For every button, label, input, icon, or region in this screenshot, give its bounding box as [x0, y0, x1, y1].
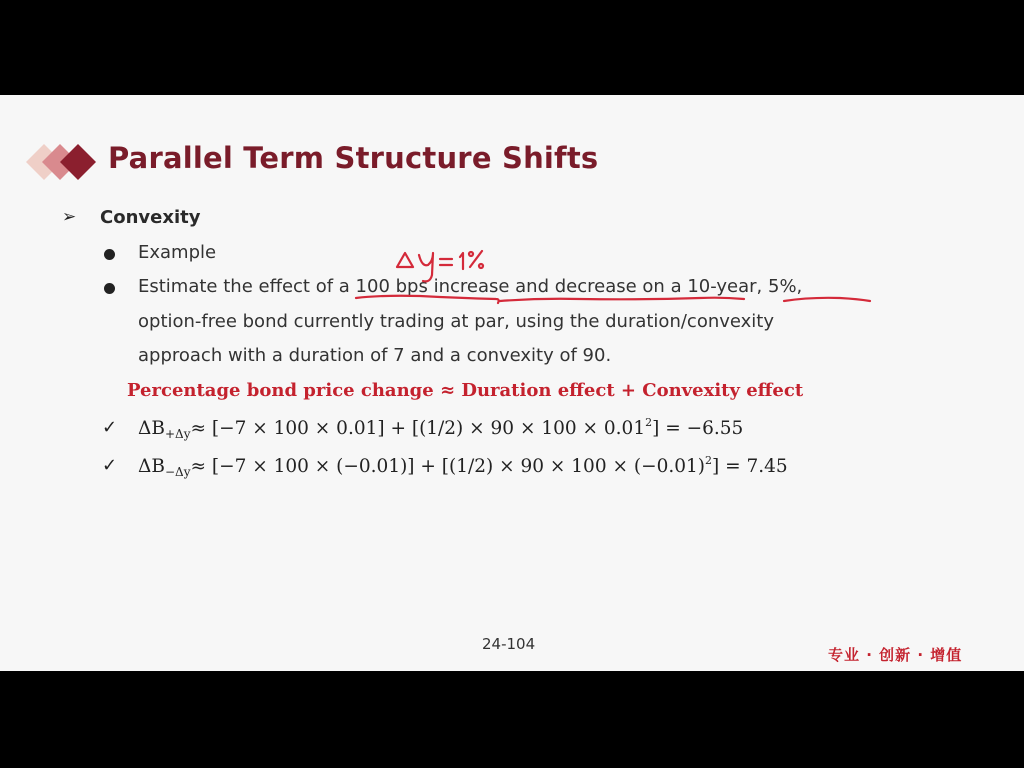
calc-increase — [138, 416, 743, 441]
calc-lhs: ΔB — [138, 456, 165, 477]
slogan: 专业 · 创新 · 增值 — [828, 646, 963, 664]
bullet-text-line3: approach with a duration of 7 and a convexity of 90. — [138, 345, 612, 366]
calc-rhs: ≈ [−7 × 100 × (−0.01)] + [(1/2) × 90 × 100 × (−0.01) — [190, 456, 705, 477]
letterbox-bottom — [0, 671, 1024, 768]
calc-result: ] = 7.45 — [711, 456, 788, 477]
underline-increase-decrease — [500, 298, 744, 301]
section-heading: Convexity — [100, 207, 201, 228]
calc-exponent: 2 — [704, 454, 712, 467]
calc-subscript: +Δy — [164, 427, 191, 441]
bullet-example: Example — [138, 242, 217, 263]
slide — [0, 95, 1024, 671]
calc-subscript: −Δy — [164, 465, 191, 479]
bullet-text-line1: Estimate the effect of a 100 bps increase and decrease on a 10-year, 5%, — [138, 276, 803, 297]
arrow-bullet-icon: ➢ — [62, 207, 77, 227]
bullet-text-line2: option-free bond currently trading at par, using the duration/convexity — [138, 311, 775, 332]
calc-result: ] = −6.55 — [652, 418, 744, 439]
calc-decrease — [138, 454, 788, 479]
diamond-decoration-icon — [26, 144, 106, 180]
bullet-icon — [104, 283, 115, 294]
page-number: 24-104 — [482, 635, 536, 653]
bullet-icon — [104, 249, 115, 260]
check-icon: ✓ — [102, 455, 118, 476]
underline-10-year — [784, 298, 870, 301]
check-icon: ✓ — [102, 417, 118, 438]
calc-exponent: 2 — [645, 416, 653, 429]
calc-lhs: ΔB — [138, 418, 165, 439]
letterbox-top — [0, 0, 1024, 95]
calc-rhs: ≈ [−7 × 100 × 0.01] + [(1/2) × 90 × 100 × 0.01 — [190, 418, 646, 439]
slide-title: Parallel Term Structure Shifts — [108, 141, 599, 175]
formula-heading: Percentage bond price change ≈ Duration effect + Convexity effect — [127, 380, 804, 401]
